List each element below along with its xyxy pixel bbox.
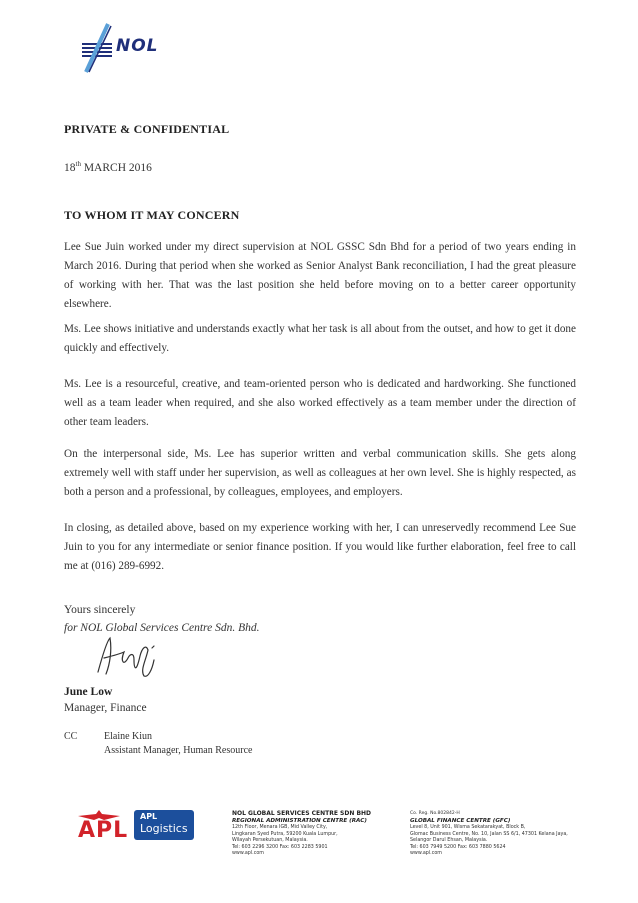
confidential-heading: PRIVATE & CONFIDENTIAL: [64, 122, 230, 136]
cc-title: Assistant Manager, Human Resource: [104, 745, 253, 756]
gfc-line: Glomac Business Centre, No. 10, Jalan SS 6/1, 47301 Kelana Jaya,: [410, 831, 568, 837]
company-reg-no: Co. Reg. No.802842-H: [410, 811, 460, 816]
nol-logo: [78, 22, 218, 72]
valediction: Yours sincerely: [64, 604, 136, 616]
handwritten-signature-icon: [90, 630, 170, 682]
cc-label: CC: [64, 731, 78, 742]
letter-date: [64, 160, 152, 174]
salutation: TO WHOM IT MAY CONCERN: [64, 208, 240, 222]
nol-stripe-logo-icon: [78, 22, 118, 74]
footer-gfc: [410, 810, 610, 858]
logo-wordmark: NOL: [116, 36, 159, 56]
on-behalf-line: for NOL Global Services Centre Sdn. Bhd.: [64, 622, 260, 634]
paragraph-3: Ms. Lee is a resourceful, creative, and team-oriented person who is dedicated and hardworking. She functioned well as a team leader when required, and she also worked effectively as a team member under the direction of other team leaders.: [64, 378, 576, 428]
paragraph-5: In closing, as detailed above, based on my experience working with her, I can unreservedly recommend Lee Sue Juin to you for any intermediate or senior finance position. If you would like further elaboration, feel free to call me at (016) 289-6992.: [64, 522, 576, 572]
rac-line: Lingkaran Syed Putra, 59200 Kuala Lumpur,: [232, 831, 338, 837]
apl-logistics-top: APL: [140, 812, 158, 821]
rac-heading: REGIONAL ADMINISTRATION CENTRE (RAC): [232, 818, 367, 824]
footer-rac: [232, 810, 407, 858]
apl-logistics-bottom: Logistics: [140, 822, 188, 835]
footer-company: NOL GLOBAL SERVICES CENTRE SDN BHD: [232, 810, 372, 817]
gfc-line: Tel: 603 7949 5200 Fax: 603 7880 5624: [410, 844, 506, 850]
cc-name: Elaine Kiun: [104, 731, 153, 742]
apl-logo-text: APL: [78, 818, 129, 843]
gfc-line: www.apl.com: [410, 851, 442, 857]
rac-line: www.apl.com: [232, 851, 264, 857]
paragraph-2: Ms. Lee shows initiative and understands exactly what her task is all about from the outset, and how to get it done quickly and effectively.: [64, 323, 576, 354]
date-day: 18: [64, 161, 76, 174]
rac-line: 12th Floor, Menara IGB, Mid Valley City,: [232, 825, 328, 830]
signer-title: Manager, Finance: [64, 702, 147, 714]
gfc-line: Level 8, Unit 901, Wisma Sekatarakyat, Block B,: [410, 825, 526, 830]
rac-line: Wilayah Persekutuan, Malaysia.: [232, 838, 308, 844]
date-month-year: MARCH 2016: [80, 161, 152, 174]
paragraph-1: Lee Sue Juin worked under my direct supervision at NOL GSSC Sdn Bhd for a period of two years ending in March 2016. During that period when she worked as Senior Analyst Bank reconciliation, I had the great pleasure of working with her. That was the last position she held before moving on to a better career opportunity elsewhere.: [64, 241, 576, 310]
apl-logistics-logo: [134, 810, 194, 840]
gfc-line: Selangor Darul Ehsan, Malaysia.: [410, 838, 488, 844]
paragraph-4: On the interpersonal side, Ms. Lee has superior written and verbal communication skills. She gets along extremely well with staff under her supervision, as well as colleagues at her own level. She is highly respected, as both a person and a professional, by colleagues, employees, and employers.: [64, 448, 576, 498]
gfc-heading: GLOBAL FINANCE CENTRE (GFC): [410, 818, 511, 824]
signer-name: June Low: [64, 686, 113, 698]
rac-line: Tel: 603 2296 3200 Fax: 603 2283 5901: [232, 844, 328, 850]
date-suffix: th: [75, 160, 81, 168]
signature: [90, 630, 170, 687]
